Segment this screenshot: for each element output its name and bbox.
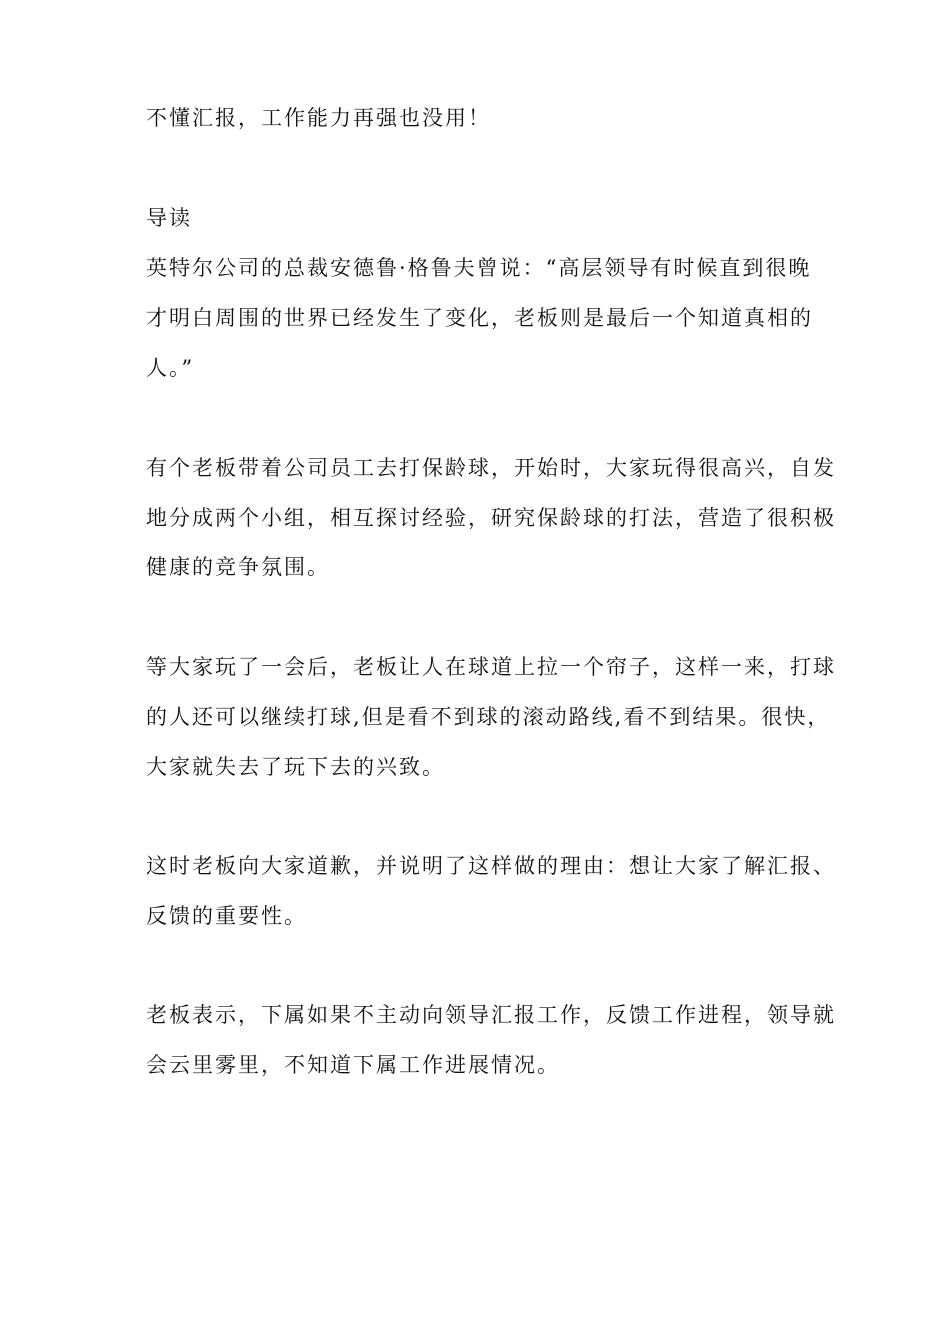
document-title: 不懂汇报，工作能力再强也没用！	[146, 106, 491, 130]
paragraph-2-line-1: 有个老板带着公司员工去打保龄球，开始时，大家玩得很高兴，自发	[146, 456, 836, 480]
paragraph-5-line-1: 老板表示，下属如果不主动向领导汇报工作，反馈工作进程，领导就	[146, 1003, 836, 1027]
paragraph-4-line-2: 反馈的重要性。	[146, 904, 307, 928]
paragraph-2-line-3: 健康的竞争氛围。	[146, 555, 330, 579]
paragraph-5-line-2: 会云里雾里，不知道下属工作进展情况。	[146, 1053, 560, 1077]
paragraph-1-line-1: 英特尔公司的总裁安德鲁·格鲁夫曾说：“高层领导有时候直到很晚	[146, 256, 812, 280]
paragraph-4-line-1: 这时老板向大家道歉，并说明了这样做的理由：想让大家了解汇报、	[146, 854, 836, 878]
paragraph-1-line-3: 人。”	[146, 356, 195, 380]
intro-label: 导读	[146, 206, 192, 230]
paragraph-1-line-2: 才明白周围的世界已经发生了变化，老板则是最后一个知道真相的	[146, 306, 813, 330]
paragraph-2-line-2: 地分成两个小组，相互探讨经验，研究保龄球的打法，营造了很积极	[146, 506, 836, 530]
paragraph-3-line-3: 大家就失去了玩下去的兴致。	[146, 755, 445, 779]
paragraph-3-line-2: 的人还可以继续打球,但是看不到球的滚动路线,看不到结果。很快，	[146, 705, 831, 729]
paragraph-3-line-1: 等大家玩了一会后，老板让人在球道上拉一个帘子，这样一来，打球	[146, 655, 836, 679]
